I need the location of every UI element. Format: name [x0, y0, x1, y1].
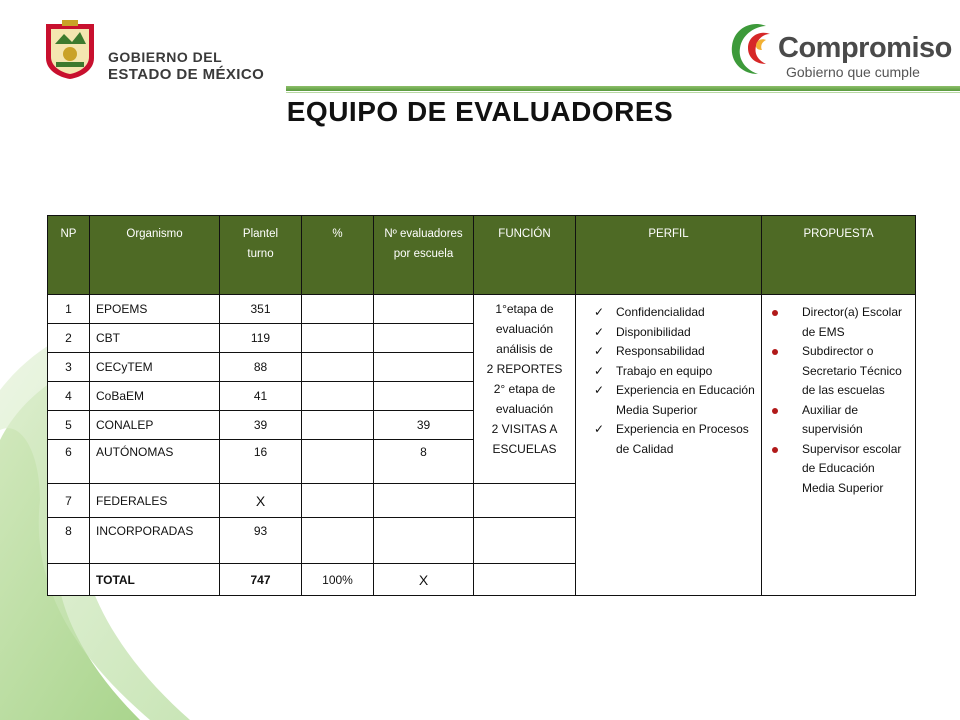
- table-header-row: [48, 216, 916, 295]
- cell-np: 2: [48, 324, 90, 353]
- cell-np-empty: [48, 564, 90, 596]
- funcion-line: 2° etapa de: [493, 382, 556, 396]
- cell-pct: [302, 353, 374, 382]
- cell-np: 4: [48, 382, 90, 411]
- cell-evaluadores: [374, 295, 474, 324]
- gobierno-line2: ESTADO DE MÉXICO: [108, 66, 265, 83]
- cell-np: 1: [48, 295, 90, 324]
- cell-organismo: CBT: [90, 324, 220, 353]
- cell-total-pct: 100%: [302, 564, 374, 596]
- cell-evaluadores: 8: [374, 440, 474, 484]
- funcion-line: ESCUELAS: [492, 442, 557, 456]
- cell-pct: [302, 411, 374, 440]
- header: [0, 0, 960, 96]
- propuesta-item: Auxiliar de supervisión: [762, 401, 909, 440]
- cell-organismo: CECyTEM: [90, 353, 220, 382]
- col-header-pct: %: [302, 216, 374, 295]
- gobierno-line1: GOBIERNO DEL: [108, 49, 223, 65]
- col-header-evaluadores-line2: por escuela: [393, 248, 454, 260]
- perfil-item: ✓ Confidencialidad: [576, 303, 755, 323]
- cell-organismo: CONALEP: [90, 411, 220, 440]
- cell-funcion-empty: [474, 564, 576, 596]
- cell-organismo: AUTÓNOMAS: [90, 440, 220, 484]
- funcion-line: 2 VISITAS A: [491, 422, 558, 436]
- cell-np: 3: [48, 353, 90, 382]
- cell-total-evaluadores: X: [374, 564, 474, 596]
- compromiso-mark-icon: [726, 18, 778, 78]
- page-title: EQUIPO DE EVALUADORES: [286, 96, 674, 127]
- funcion-line: 1°etapa de: [495, 302, 554, 316]
- compromiso-word: Compromiso: [778, 32, 952, 64]
- cell-propuesta: [762, 295, 916, 596]
- cell-np: 7: [48, 484, 90, 518]
- cell-pct: [302, 324, 374, 353]
- cell-organismo: EPOEMS: [90, 295, 220, 324]
- gobierno-text: [108, 48, 264, 84]
- funcion-line: análisis de: [496, 342, 553, 356]
- cell-perfil: [576, 295, 762, 596]
- col-header-plantel-line2: turno: [247, 248, 274, 260]
- cell-evaluadores: [374, 382, 474, 411]
- col-header-funcion: FUNCIÓN: [474, 216, 576, 295]
- cell-funcion-empty: [474, 484, 576, 518]
- perfil-list: [576, 299, 761, 459]
- compromiso-tagline: Gobierno que cumple: [786, 64, 920, 80]
- funcion-line: 2 REPORTES: [486, 362, 563, 376]
- propuesta-item: Supervisor escolar de Educación Media Superior: [762, 440, 909, 499]
- header-divider-thin: [286, 92, 960, 93]
- compromiso-logo: [726, 18, 952, 82]
- col-header-np: NP: [48, 216, 90, 295]
- perfil-item: ✓ Experiencia en Educación Media Superior: [576, 381, 755, 420]
- cell-pct: [302, 382, 374, 411]
- propuesta-item: Director(a) Escolar de EMS: [762, 303, 909, 342]
- table-row: [48, 295, 916, 324]
- perfil-item: ✓ Responsabilidad: [576, 342, 755, 362]
- cell-plantel: 93: [220, 518, 302, 564]
- perfil-item: ✓ Experiencia en Procesos de Calidad: [576, 420, 755, 459]
- evaluators-table: [47, 215, 916, 596]
- col-header-evaluadores-line1: Nº evaluadores: [384, 228, 463, 240]
- cell-plantel: 351: [220, 295, 302, 324]
- perfil-item: ✓ Disponibilidad: [576, 323, 755, 343]
- cell-pct: [302, 440, 374, 484]
- cell-plantel: 39: [220, 411, 302, 440]
- cell-plantel: X: [220, 484, 302, 518]
- cell-funcion-empty: [474, 518, 576, 564]
- propuesta-item: Subdirector o Secretario Técnico de las escuelas: [762, 342, 909, 401]
- coat-of-arms-icon: [42, 20, 98, 80]
- propuesta-list: [762, 299, 915, 498]
- cell-organismo: INCORPORADAS: [90, 518, 220, 564]
- cell-total-plantel: 747: [220, 564, 302, 596]
- cell-plantel: 119: [220, 324, 302, 353]
- cell-evaluadores: [374, 484, 474, 518]
- cell-evaluadores: [374, 518, 474, 564]
- cell-evaluadores: [374, 324, 474, 353]
- cell-plantel: 88: [220, 353, 302, 382]
- gobierno-logo: [42, 20, 272, 84]
- cell-np: 5: [48, 411, 90, 440]
- col-header-plantel: [220, 216, 302, 295]
- col-header-organismo: Organismo: [90, 216, 220, 295]
- col-header-propuesta: PROPUESTA: [762, 216, 916, 295]
- cell-plantel: 41: [220, 382, 302, 411]
- col-header-plantel-line1: Plantel: [242, 228, 279, 240]
- cell-evaluadores: 39: [374, 411, 474, 440]
- cell-pct: [302, 484, 374, 518]
- col-header-evaluadores: [374, 216, 474, 295]
- cell-np: 8: [48, 518, 90, 564]
- perfil-item: ✓ Trabajo en equipo: [576, 362, 755, 382]
- cell-evaluadores: [374, 353, 474, 382]
- cell-plantel: 16: [220, 440, 302, 484]
- cell-np: 6: [48, 440, 90, 484]
- cell-pct: [302, 295, 374, 324]
- cell-funcion: [474, 295, 576, 484]
- cell-pct: [302, 518, 374, 564]
- cell-total-label: TOTAL: [90, 564, 220, 596]
- funcion-line: evaluación: [495, 402, 554, 416]
- cell-organismo: FEDERALES: [90, 484, 220, 518]
- header-divider: [286, 86, 960, 91]
- col-header-perfil: PERFIL: [576, 216, 762, 295]
- funcion-line: evaluación: [495, 322, 554, 336]
- cell-organismo: CoBaEM: [90, 382, 220, 411]
